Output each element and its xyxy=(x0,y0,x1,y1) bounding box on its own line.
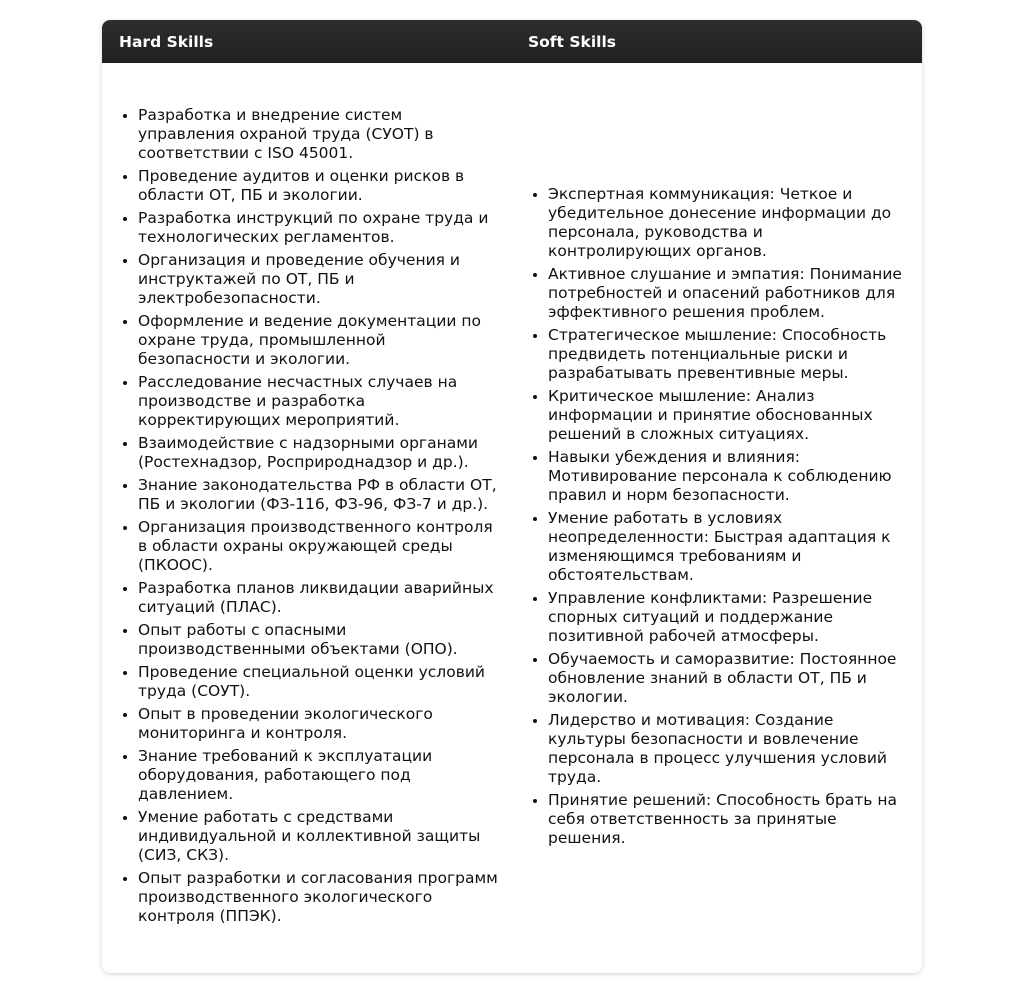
soft-skill-item: • Обучаемость и саморазвитие: Постоянное обновление знаний в области ОТ, ПБ и экологии. xyxy=(548,650,908,707)
soft-skill-item: • Умение работать в условиях неопределенности: Быстрая адаптация к изменяющимся требованиям и обстоятельствам. xyxy=(548,509,908,585)
hard-skill-item: • Оформление и ведение документации по охране труда, промышленной безопасности и экологии. xyxy=(138,312,498,369)
table-row xyxy=(102,63,922,973)
hard-skill-item: • Опыт работы с опасными производственными объектами (ОПО). xyxy=(138,621,498,659)
hard-skill-item: • Умение работать с средствами индивидуальной и коллективной защиты (СИЗ, СКЗ). xyxy=(138,808,498,865)
hard-skill-item: • Проведение аудитов и оценки рисков в области ОТ, ПБ и экологии. xyxy=(138,167,498,205)
hard-skill-item: • Расследование несчастных случаев на производстве и разработка корректирующих мероприятий. xyxy=(138,373,498,430)
hard-skill-item: • Знание законодательства РФ в области ОТ, ПБ и экологии (ФЗ-116, ФЗ-96, ФЗ-7 и др.). xyxy=(138,476,498,514)
hard-skill-item: • Организация и проведение обучения и инструктажей по ОТ, ПБ и электробезопасности. xyxy=(138,251,498,308)
soft-skill-item: • Управление конфликтами: Разрешение спорных ситуаций и поддержание позитивной рабочей атмосферы. xyxy=(548,589,908,646)
soft-skill-item: • Критическое мышление: Анализ информации и принятие обоснованных решений в сложных ситуациях. xyxy=(548,387,908,444)
hard-skill-item: • Организация производственного контроля в области охраны окружающей среды (ПКООС). xyxy=(138,518,498,575)
hard-skill-item: • Взаимодействие с надзорными органами (Ростехнадзор, Росприроднадзор и др.). xyxy=(138,434,498,472)
soft-skill-item: • Стратегическое мышление: Способность предвидеть потенциальные риски и разрабатывать превентивные меры. xyxy=(548,326,908,383)
hard-skills-list xyxy=(102,106,512,926)
hard-skill-item: • Опыт в проведении экологического мониторинга и контроля. xyxy=(138,705,498,743)
hard-skill-item: • Разработка и внедрение систем управления охраной труда (СУОТ) в соответствии с ISO 45001. xyxy=(138,106,498,163)
header-hard-skills: Hard Skills xyxy=(119,32,214,51)
hard-skill-item: • Знание требований к эксплуатации оборудования, работающего под давлением. xyxy=(138,747,498,804)
skills-card xyxy=(102,20,922,973)
table-header xyxy=(102,20,922,63)
soft-skill-item: • Экспертная коммуникация: Четкое и убедительное донесение информации до персонала, руководства и контролирующих органов. xyxy=(548,185,908,261)
soft-skill-item: • Активное слушание и эмпатия: Понимание потребностей и опасений работников для эффективного решения проблем. xyxy=(548,265,908,322)
soft-skill-item: • Лидерство и мотивация: Создание культуры безопасности и вовлечение персонала в процесс улучшения условий труда. xyxy=(548,711,908,787)
skills-table xyxy=(102,20,922,973)
soft-skills-cell xyxy=(512,63,922,973)
header-soft-skills: Soft Skills xyxy=(528,32,616,51)
hard-skill-item: • Разработка планов ликвидации аварийных ситуаций (ПЛАС). xyxy=(138,579,498,617)
hard-skill-item: • Опыт разработки и согласования программ производственного экологического контроля (ППЭК). xyxy=(138,869,498,926)
hard-skills-cell xyxy=(102,63,512,973)
soft-skill-item: • Навыки убеждения и влияния: Мотивирование персонала к соблюдению правил и норм безопасности. xyxy=(548,448,908,505)
soft-skill-item: • Принятие решений: Способность брать на себя ответственность за принятые решения. xyxy=(548,791,908,848)
header-row xyxy=(102,20,922,63)
hard-skill-item: • Разработка инструкций по охране труда и технологических регламентов. xyxy=(138,209,498,247)
soft-skills-list xyxy=(512,185,922,848)
hard-skill-item: • Проведение специальной оценки условий труда (СОУТ). xyxy=(138,663,498,701)
